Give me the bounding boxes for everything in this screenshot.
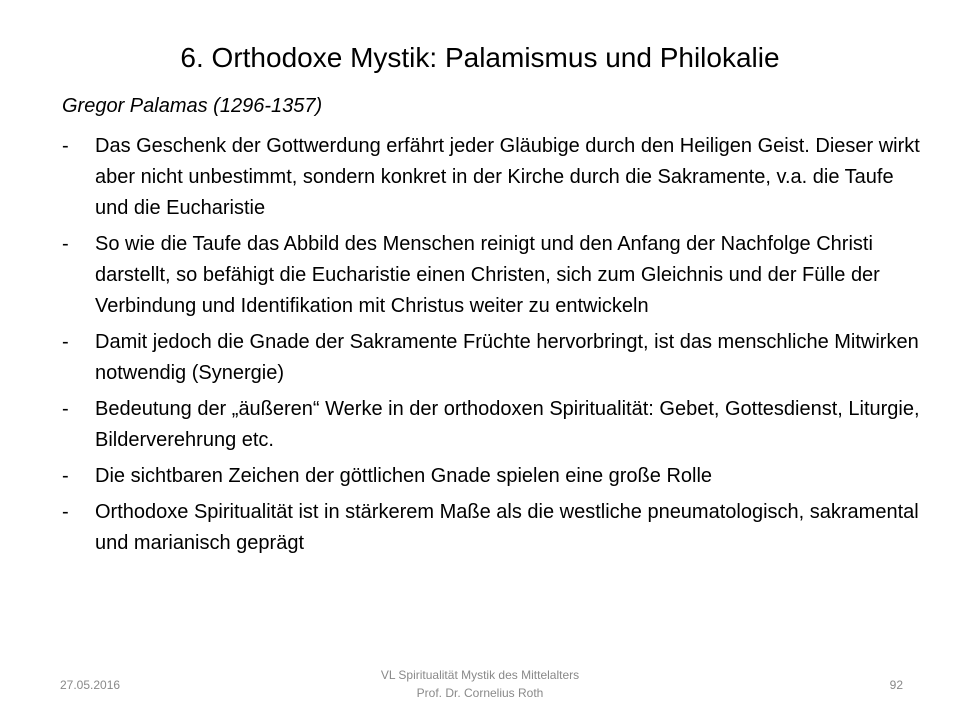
bullet-item <box>62 131 922 224</box>
bullet-marker: - <box>62 135 69 157</box>
footer-course-title: VL Spiritualität Mystik des Mittelalters <box>380 668 580 682</box>
bullet-text: Damit jedoch die Gnade der Sakramente Früchte hervorbringt, ist das menschliche Mitwirken notwendig (Synergie) <box>95 331 919 384</box>
footer-course-info <box>0 666 960 702</box>
bullet-marker: - <box>62 501 69 523</box>
bullet-list <box>62 131 922 564</box>
bullet-item <box>62 327 922 389</box>
bullet-text: Bedeutung der „äußeren“ Werke in der orthodoxen Spiritualität: Gebet, Gottesdienst, Liturgie, Bilderverehrung etc. <box>95 398 920 451</box>
bullet-text: Orthodoxe Spiritualität ist in stärkerem Maße als die westliche pneumatologisch, sakramental und marianisch geprägt <box>95 501 919 554</box>
footer-lecturer: Prof. Dr. Cornelius Roth <box>416 686 544 700</box>
bullet-text: Das Geschenk der Gottwerdung erfährt jeder Gläubige durch den Heiligen Geist. Dieser wirkt aber nicht unbestimmt, sondern konkret in der Kirche durch die Sakramente, v.a. die Taufe und die Eucharistie <box>95 135 920 219</box>
bullet-marker: - <box>62 465 69 487</box>
bullet-marker: - <box>62 398 69 420</box>
bullet-text: So wie die Taufe das Abbild des Menschen reinigt und den Anfang der Nachfolge Christi darstellt, so befähigt die Eucharistie einen Christen, sich zum Gleichnis und der Fülle der Verbindung und Identifikation mit Christus weiter zu entwickeln <box>95 233 880 317</box>
bullet-item <box>62 394 922 456</box>
bullet-item <box>62 461 922 492</box>
bullet-item <box>62 229 922 322</box>
bullet-marker: - <box>62 331 69 353</box>
bullet-text: Die sichtbaren Zeichen der göttlichen Gnade spielen eine große Rolle <box>95 465 713 487</box>
footer-date: 27.05.2016 <box>60 678 121 692</box>
slide-subtitle: Gregor Palamas (1296-1357) <box>62 95 323 117</box>
bullet-item <box>62 497 922 559</box>
bullet-marker: - <box>62 233 69 255</box>
slide-title: 6. Orthodoxe Mystik: Palamismus und Philokalie <box>180 42 780 73</box>
page-number: 92 <box>889 678 903 692</box>
